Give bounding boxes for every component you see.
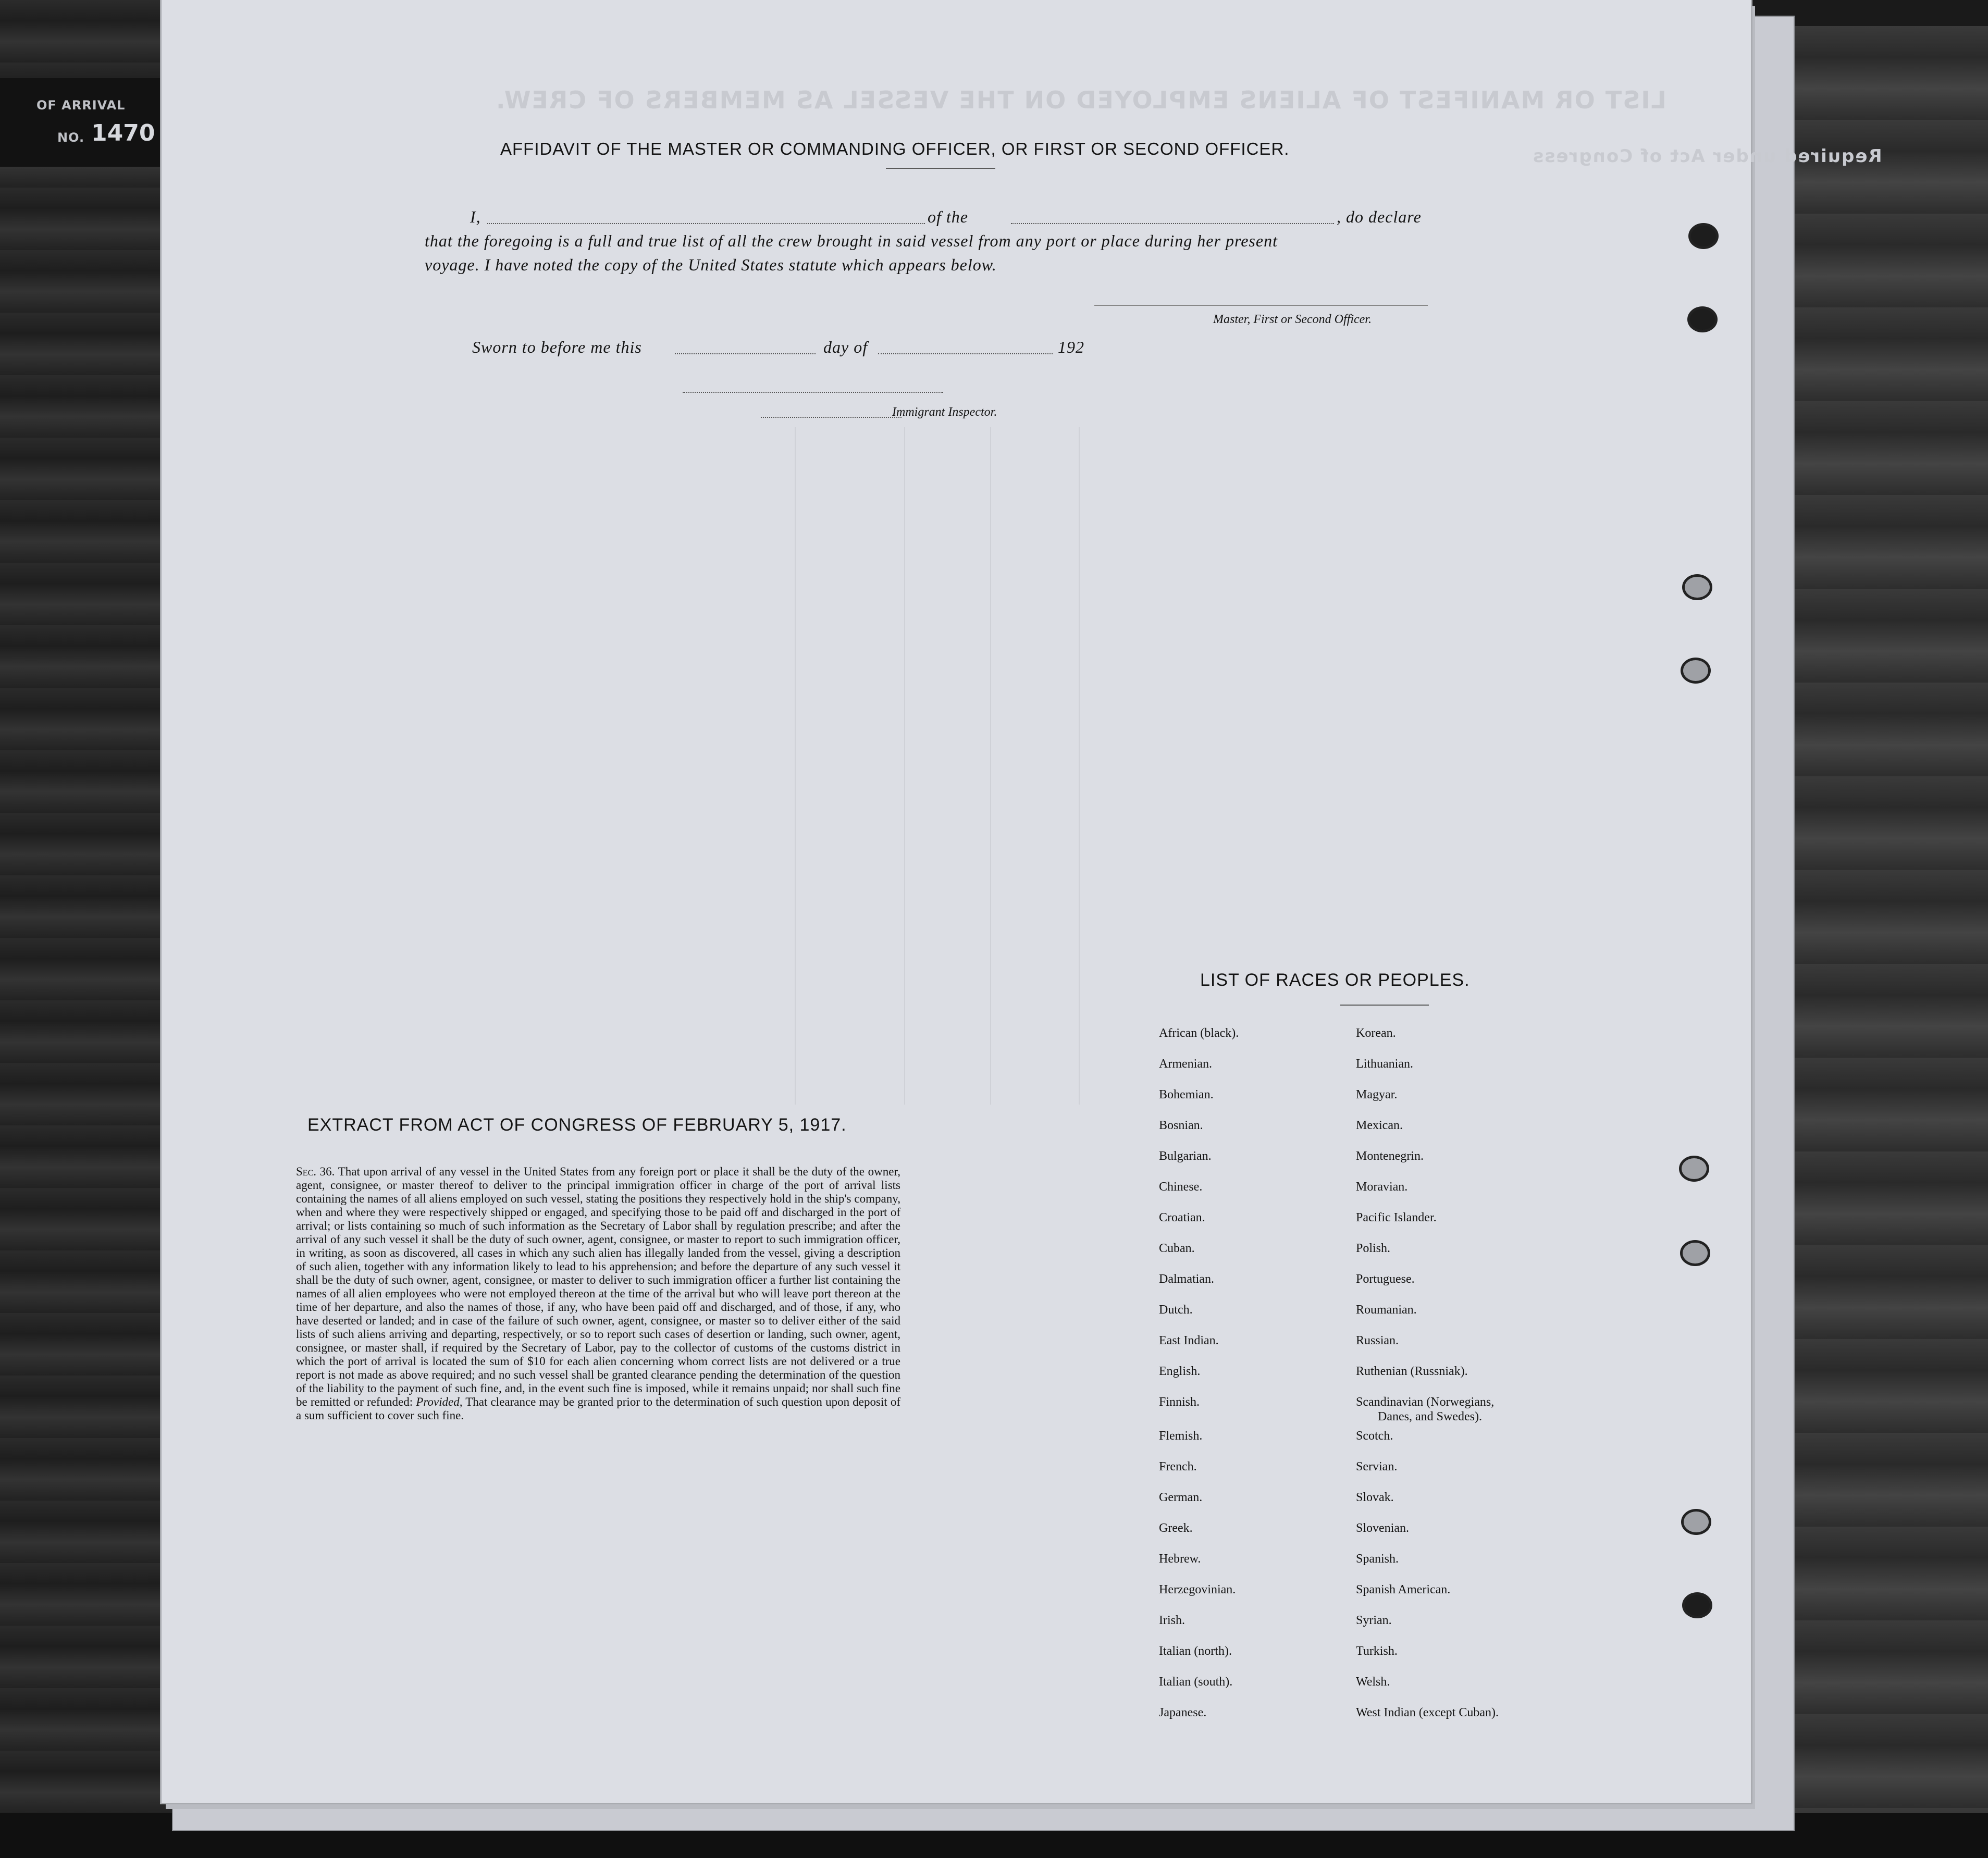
race-entry: Pacific Islander. <box>1356 1211 1437 1224</box>
race-entry: Herzegovinian. <box>1159 1583 1236 1596</box>
race-entry: Hebrew. <box>1159 1552 1201 1566</box>
binder-hole <box>1682 1592 1712 1618</box>
inspector-signature-blank <box>683 392 943 393</box>
affidavit-of-the: of the <box>928 207 968 226</box>
affidavit-title: AFFIDAVIT OF THE MASTER OR COMMANDING OFFICER, OR FIRST OR SECOND OFFICER. <box>500 139 1290 158</box>
race-entry: Portuguese. <box>1356 1272 1415 1286</box>
manifest-page <box>162 0 1882 1803</box>
race-entry: Turkish. <box>1356 1644 1398 1658</box>
race-entry: Russian. <box>1356 1334 1399 1347</box>
affidavit-i: I, <box>470 207 481 226</box>
race-entry: Bohemian. <box>1159 1088 1214 1101</box>
race-entry: Cuban. <box>1159 1242 1195 1255</box>
faint-column-line <box>795 427 796 1105</box>
race-entry: Greek. <box>1159 1521 1193 1535</box>
binder-hole <box>1681 1509 1711 1535</box>
statute-text <box>296 1165 900 1422</box>
faint-column-line <box>904 427 905 1105</box>
race-entry: Korean. <box>1356 1026 1396 1040</box>
binder-hole <box>1680 1240 1710 1266</box>
race-entry: Japanese. <box>1159 1706 1207 1719</box>
race-entry: East Indian. <box>1159 1334 1219 1347</box>
races-title: LIST OF RACES OR PEOPLES. <box>1200 970 1470 990</box>
race-entry: Moravian. <box>1356 1180 1408 1194</box>
faint-column-line <box>990 427 991 1105</box>
inspector-line <box>761 417 902 418</box>
race-entry: Italian (south). <box>1159 1675 1233 1689</box>
statute-end: That clearance may be granted prior to the determination of such question upon deposit of a sum sufficient to cover such fine. <box>296 1395 900 1422</box>
binder-hole <box>1687 306 1718 332</box>
signature-caption: Master, First or Second Officer. <box>1213 313 1372 326</box>
race-entry: Mexican. <box>1356 1119 1403 1132</box>
race-entry: Irish. <box>1159 1614 1185 1627</box>
title-underline <box>886 168 995 169</box>
sworn-year: 192 <box>1058 338 1084 356</box>
race-entry: Syrian. <box>1356 1614 1392 1627</box>
affidavit-line-2: that the foregoing is a full and true list of all the crew brought in said vessel from any port or place during her present <box>425 231 1278 250</box>
race-entry: Lithuanian. <box>1356 1057 1413 1071</box>
race-entry: Slovak. <box>1356 1491 1394 1504</box>
race-entry: Croatian. <box>1159 1211 1205 1224</box>
sworn-label: Sworn to before me this <box>472 338 642 356</box>
race-entry: Spanish American. <box>1356 1583 1451 1596</box>
previous-page-edge <box>0 78 162 167</box>
race-entry: English. <box>1159 1365 1201 1378</box>
race-entry: West Indian (except Cuban). <box>1356 1706 1499 1719</box>
race-entry: Bulgarian. <box>1159 1149 1212 1163</box>
races-title-underline <box>1340 1005 1429 1006</box>
race-entry: Dalmatian. <box>1159 1272 1214 1286</box>
binder-hole <box>1682 574 1712 600</box>
binder-hole <box>1681 658 1711 684</box>
race-entry: Polish. <box>1356 1242 1391 1255</box>
race-entry: French. <box>1159 1460 1197 1473</box>
race-entry: Italian (north). <box>1159 1644 1232 1658</box>
affidavit-declare: , do declare <box>1337 207 1422 226</box>
day-of-label: day of <box>823 338 868 356</box>
race-entry: Montenegrin. <box>1356 1149 1424 1163</box>
signature-line <box>1094 305 1428 306</box>
binder-hole <box>1679 1156 1709 1182</box>
race-entry: Servian. <box>1356 1460 1398 1473</box>
race-entry: Finnish. <box>1159 1395 1200 1409</box>
background-right <box>1769 26 1988 1858</box>
affidavit-line-3: voyage. I have noted the copy of the United States statute which appears below. <box>425 255 997 274</box>
race-entry: Bosnian. <box>1159 1119 1203 1132</box>
race-entry: Flemish. <box>1159 1429 1203 1443</box>
binder-hole <box>1688 223 1719 249</box>
inspector-caption: Immigrant Inspector. <box>892 405 997 419</box>
race-entry: Magyar. <box>1356 1088 1398 1101</box>
race-entry: Spanish. <box>1356 1552 1399 1566</box>
edge-arrival-label: OF ARRIVAL <box>36 98 126 113</box>
race-entry: Dutch. <box>1159 1303 1193 1317</box>
race-entry-continuation: Danes, and Swedes). <box>1378 1410 1482 1423</box>
sworn-day-blank <box>675 353 816 354</box>
race-entry: Scotch. <box>1356 1429 1393 1443</box>
ghost-header: LIST OR MANIFEST OF ALIENS EMPLOYED ON THE VESSEL AS MEMBERS OF CREW. <box>495 86 1666 114</box>
extract-title: EXTRACT FROM ACT OF CONGRESS OF FEBRUARY 5, 1917. <box>307 1115 847 1135</box>
race-entry: Armenian. <box>1159 1057 1212 1071</box>
ghost-subheader: Required under Act of Congress <box>1532 146 1882 167</box>
race-entry: Ruthenian (Russniak). <box>1356 1365 1468 1378</box>
race-entry: German. <box>1159 1491 1203 1504</box>
vessel-blank <box>1011 223 1334 224</box>
sworn-month-blank <box>878 353 1053 354</box>
race-entry: Roumanian. <box>1356 1303 1417 1317</box>
edge-list-number: 1470 <box>91 120 155 146</box>
section-label: Sec. 36. <box>296 1165 335 1178</box>
background-left <box>0 0 172 1858</box>
statute-body: That upon arrival of any vessel in the United States from any foreign port or place it shall be the duty of the owner, agent, consignee, or master thereof to deliver to the principal immigration officer in charge of the port of arrival lists containing the names of all aliens employed on such vessel, stating the positions they respectively hold in the ship's company, when and where they were respectively shipped or engaged, and specifying those to be paid off and discharged in the port of arrival; or lists containing so much of such information as the Secretary of Labor shall by regulation prescribe; and after the arrival of any such vessel it shall be the duty of such owner, agent, consignee, or master to report to such immigration officer, in writing, as soon as discovered, all cases in which any such alien has illegally landed from the vessel, giving a description of such alien, together with any information likely to lead to his apprehension; and before the departure of any such vessel it shall be the duty of such owner, agent, consignee, or master to deliver to such immigration officer a further list containing the names of all alien employees who were not employed thereon at the time of the arrival but who will leave port thereon at the time of her departure, and also the names of those, if any, who have been paid off and discharged, and of those, if any, who have deserted or landed; and in case of the failure of such owner, agent, consignee, or master so to deliver either of the said lists of such aliens arriving and departing, respectively, or so to report such cases of desertion or landing, such owner, agent, consignee, or master shall, if required by the Secretary of Labor, pay to the collector of customs of the customs district in which the port of arrival is located the sum of $10 for each alien concerning whom correct lists are not delivered or a true report is not made as above required; and no such vessel shall be granted clearance pending the determination of the question of the liability to the payment of such fine, and, in the event such fine is imposed, while it remains unpaid; nor shall such fine be remitted or refunded: <box>296 1165 900 1408</box>
provided-label: Provided, <box>416 1395 463 1408</box>
race-entry: African (black). <box>1159 1026 1239 1040</box>
race-entry: Scandinavian (Norwegians, <box>1356 1395 1495 1409</box>
name-blank <box>487 223 925 224</box>
race-entry: Slovenian. <box>1356 1521 1409 1535</box>
race-entry: Chinese. <box>1159 1180 1203 1194</box>
faint-column-line <box>1079 427 1080 1105</box>
edge-list-no-label: NO. <box>57 130 85 145</box>
race-entry: Welsh. <box>1356 1675 1390 1689</box>
